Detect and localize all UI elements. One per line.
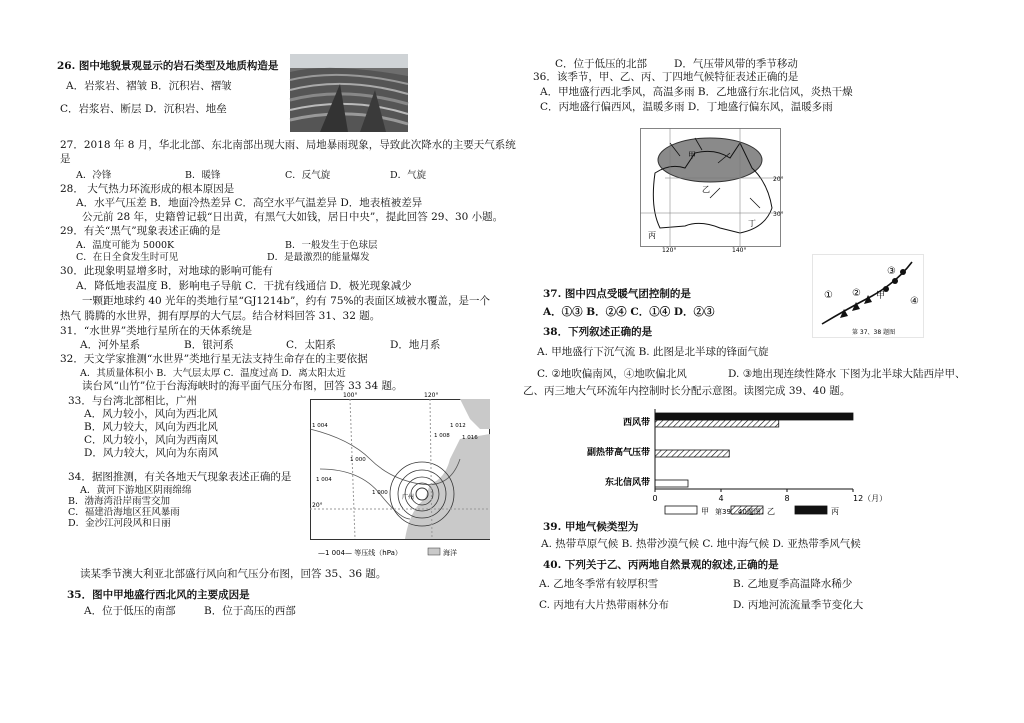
sea-legend-swatch [428, 548, 440, 555]
x-tick-label: 0 [652, 494, 658, 503]
q34-option-d: D．金沙江河段风和日丽 [68, 518, 171, 529]
rock-layers-photo [290, 54, 408, 132]
q29-stem: 29．有关“黑气”现象表述正确的是 [60, 225, 221, 237]
front-diagram [812, 254, 924, 338]
q33-option-b: B．风力较大，风向为西北风 [84, 421, 218, 433]
point-3-label: ③ [887, 266, 896, 277]
q31-option-a: A．河外星系 [80, 339, 141, 351]
q26-options-ab: A．岩浆岩、褶皱 B．沉积岩、褶皱 [66, 80, 232, 92]
point-ding-label: 丁 [748, 219, 756, 228]
isobar-legend: —1 004— 等压线（hPa） [318, 549, 402, 557]
q29-option-a: A．温度可能为 5000K [76, 240, 175, 251]
q27-option-d: D．气旋 [390, 170, 427, 181]
q27-stem-line1: 27．2018 年 8 月，华北北部、东北南部出现大雨、局地暴雨现象，导致此次降水的主要天气系统 [60, 139, 516, 151]
isobar-label: 1 000 [350, 457, 366, 463]
point-1-label: ① [824, 290, 833, 301]
q29-option-b: B．一般发生于色球层 [285, 240, 378, 251]
intro-35-36: 读某季节澳大利亚北部盛行风向和气压分布图，回答 35、36 题。 [80, 568, 387, 580]
row-label: 西风带 [622, 418, 650, 428]
circulation-duration-chart [555, 409, 890, 521]
q34-option-b: B．渤海湾沿岸雨雪交加 [68, 496, 170, 507]
q36-stem: 36．该季节，甲、乙、丙、丁四地气候特征表述正确的是 [533, 71, 799, 83]
q33-option-d: D．风力较大，风向为东南风 [84, 447, 219, 459]
q35-option-d: D．气压带风带的季节移动 [674, 58, 798, 70]
x-tick-label: 8 [784, 494, 790, 503]
q31-stem: 31．“水世界”类地行星所在的天体系统是 [60, 325, 253, 337]
intro-39-40: 乙、丙三地大气环流年内控制时长分配示意图。读图完成 39、40 题。 [523, 385, 851, 397]
q26-stem: 26. 图中地貌景观显示的岩石类型及地质构造是 [57, 60, 279, 72]
q38-stem: 38．下列叙述正确的是 [543, 326, 653, 338]
q39-options: A. 热带草原气候 B. 热带沙漠气候 C. 地中海气候 D. 亚热带季风气候 [541, 538, 861, 550]
legend-label-丙: 丙 [831, 507, 839, 516]
australia-wind-pressure-map [640, 128, 790, 253]
q40-option-d: D. 丙地河流流量季节变化大 [733, 599, 864, 611]
intro-29-30: 公元前 28 年，史籍曾记载“日出黄，有黑气大如钱，居日中央”，提此回答 29、30 小题。 [82, 211, 504, 223]
q30-stem: 30．此现象明显增多时，对地球的影响可能有 [60, 265, 273, 277]
q34-option-a: A．黄河下游地区阴雨绵绵 [80, 485, 192, 496]
q34-option-c: C．福建沿海地区狂风暴雨 [68, 507, 180, 518]
bar-乙 [655, 450, 729, 457]
isobar-label: 1 012 [450, 423, 466, 429]
guangzhou-label: 广州 [402, 494, 415, 501]
legend-label-甲: 甲 [701, 507, 709, 516]
lon-120-label: 120° [424, 392, 439, 399]
q28-stem: 28． 大气热力环流形成的根本原因是 [60, 183, 235, 195]
front-figure-caption: 第 37、38 题图 [852, 329, 896, 336]
intro-33-34: 读台风“山竹”位于台海海峡时的海平面气压分布图，回答 33 34 题。 [82, 380, 403, 392]
point-bing-label: 丙 [648, 231, 656, 240]
point-jia-label: 甲 [876, 291, 886, 301]
q34-stem: 34．据图推测，有关各地天气现象表述正确的是 [68, 471, 292, 483]
lon-140-label: 140° [732, 247, 747, 254]
q35-option-a: A．位于低压的南部 [84, 605, 176, 617]
point-2-label: ② [852, 288, 861, 299]
q28-options: A．水平气压差 B．地面冷热差异 C．高空水平气温差异 D．地表植被差异 [76, 197, 423, 209]
q36-options-ab: A．甲地盛行西北季风，高温多雨 B．乙地盛行东北信风，炎热干燥 [540, 86, 853, 98]
lon-100-label: 100° [343, 392, 358, 399]
bar-乙 [655, 420, 779, 427]
q35-option-c: C．位于低压的北部 [555, 58, 648, 70]
typhoon-pressure-map [310, 392, 490, 559]
q39-stem: 39. 甲地气候类型为 [543, 521, 639, 533]
q27-stem-line2: 是 [60, 153, 71, 165]
legend-label-乙: 乙 [767, 507, 775, 516]
point-jia-label: 甲 [688, 151, 696, 160]
chart-caption: 第39、40题图 [715, 508, 761, 516]
q30-options: A．降低地表温度 B．影响电子导航 C．干扰有线通信 D．极光现象减少 [76, 280, 412, 292]
q40-option-b: B. 乙地夏季高温降水稀少 [733, 578, 853, 590]
q40-option-c: C. 丙地有大片热带雨林分布 [539, 599, 669, 611]
x-tick-label: 4 [718, 494, 724, 503]
q33-stem: 33．与台湾北部相比，广州 [68, 395, 197, 407]
isobar-label: 1 016 [462, 435, 478, 441]
point-yi-label: 乙 [702, 185, 710, 194]
q40-option-a: A. 乙地冬季常有较厚积雪 [539, 578, 659, 590]
q27-option-b: B．暖锋 [185, 170, 221, 181]
lat-20-label: 20° [773, 176, 784, 183]
row-label: 副热带高气压带 [586, 448, 650, 458]
lon-120-label: 120° [662, 247, 677, 254]
q29-option-d: D．是最激烈的能量爆发 [267, 252, 370, 263]
q33-option-a: A．风力较小，风向为西北风 [84, 408, 218, 420]
q27-option-a: A．冷锋 [76, 170, 112, 181]
x-tick-label: 12（月） [853, 494, 888, 503]
legend-swatch-丙 [795, 506, 827, 514]
lat-20-label: 20° [312, 502, 323, 509]
intro-31-32-line2: 热气 腾腾的水世界，拥有厚厚的大气层。结合材料回答 31、32 题。 [60, 310, 381, 322]
isobar-label: 1 004 [312, 423, 328, 429]
q38-option-d: D. ③地出现连续性降水 下图为北半球大陆西岸甲、 [728, 368, 966, 380]
q32-options: A．其质量体积小 B．大气层太厚 C．温度过高 D．离太阳太近 [80, 368, 346, 379]
q31-option-c: C．太阳系 [286, 339, 337, 351]
q31-option-d: D．地月系 [390, 339, 441, 351]
lat-30-label: 30° [773, 211, 784, 218]
isobar-label: 1 008 [434, 433, 450, 439]
q33-option-c: C．风力较小，风向为西南风 [84, 434, 219, 446]
q38-option-c: C. ②地吹偏南风，④地吹偏北风 [537, 368, 687, 380]
bar-甲 [655, 480, 688, 487]
q29-option-c: C．在日全食发生时可见 [76, 252, 179, 263]
q40-stem: 40. 下列关于乙、丙两地自然景观的叙述,正确的是 [543, 559, 779, 571]
point-4-label: ④ [910, 296, 919, 307]
q27-option-c: C．反气旋 [285, 170, 331, 181]
q35-stem: 35．图中甲地盛行西北风的主要成因是 [67, 589, 250, 601]
legend-swatch-甲 [665, 506, 697, 514]
q26-options-cd: C．岩浆岩、断层 D．沉积岩、地垒 [60, 103, 227, 115]
q31-option-b: B．银河系 [184, 339, 234, 351]
q37-options: A．①③ B．②④ C．①④ D．②③ [543, 306, 715, 318]
isobar-label: 1 004 [316, 477, 332, 483]
q35-option-b: B．位于高压的西部 [204, 605, 296, 617]
row-label: 东北信风带 [604, 478, 650, 488]
q32-stem: 32．天文学家推测“水世界”类地行星无法支持生命存在的主要依据 [60, 353, 368, 365]
isobar-label: 1 000 [372, 490, 388, 496]
bar-丙 [655, 413, 853, 420]
q38-options-ab: A. 甲地盛行下沉气流 B. 此图是北半球的锋面气旋 [537, 346, 769, 358]
sea-legend-label: 海洋 [443, 549, 457, 557]
q36-options-cd: C．丙地盛行偏西风，温暖多雨 D．丁地盛行偏东风，温暖多雨 [540, 101, 833, 113]
q37-stem: 37. 图中四点受暖气团控制的是 [543, 288, 691, 300]
intro-31-32-line1: 一颗距地球约 40 光年的类地行星“GJ1214b”，约有 75%的表面区域被水覆盖，是一个 [82, 295, 490, 307]
